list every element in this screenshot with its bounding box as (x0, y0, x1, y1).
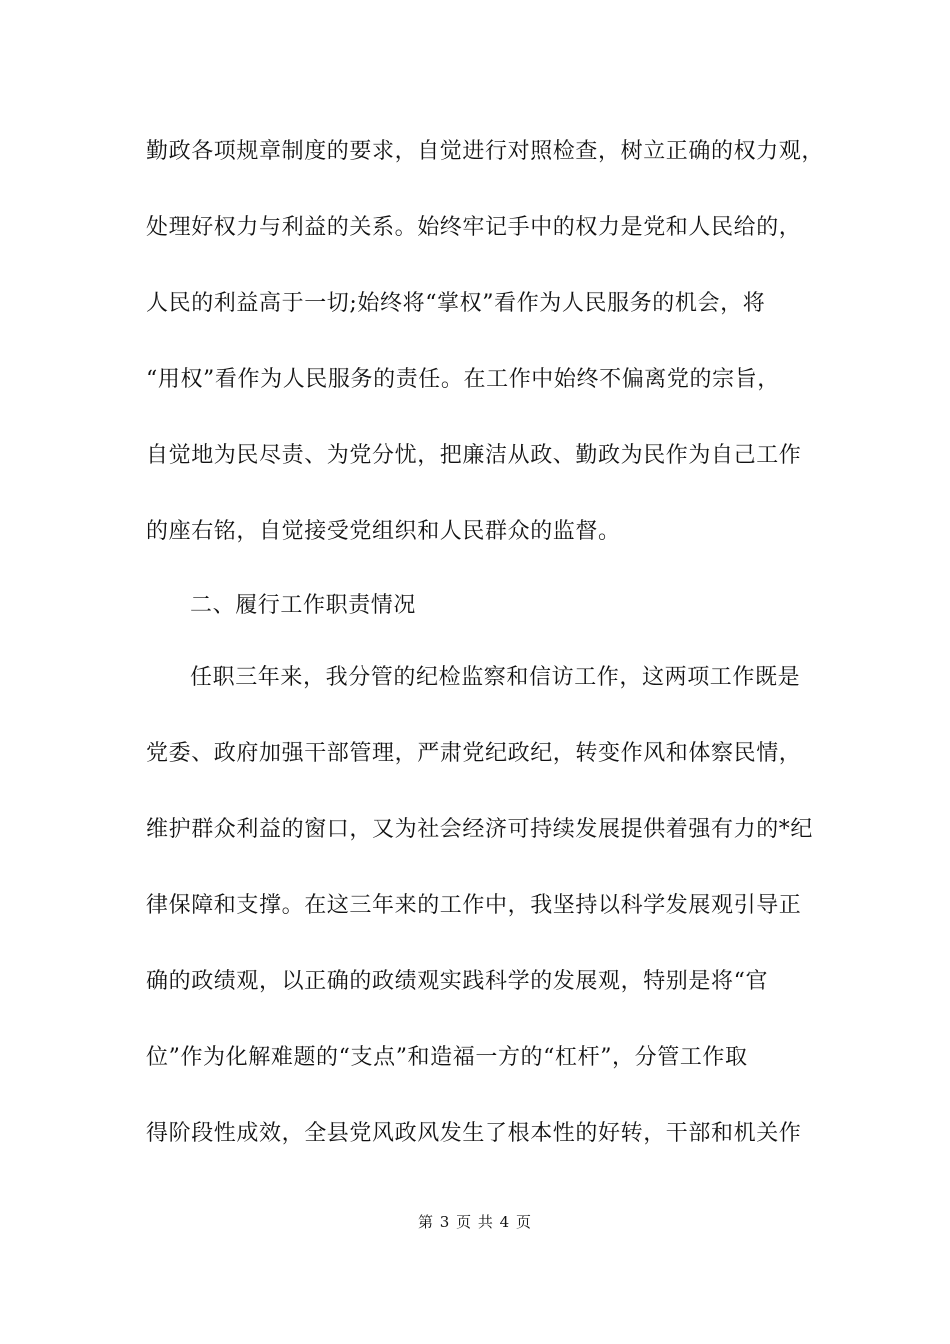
body-text-line: 勤政各项规章制度的要求，自觉进行对照检查，树立正确的权力观， (146, 139, 825, 164)
body-text-line: 处理好权力与利益的关系。始终牢记手中的权力是党和人民给的， (146, 215, 802, 240)
body-text-line: 人民的利益高于一切;始终将“掌权”看作为人民服务的机会，将 (146, 291, 766, 316)
body-text-line: 自觉地为民尽责、为党分忧，把廉洁从政、勤政为民作为自己工作 (146, 443, 802, 468)
body-text-line: 维护群众利益的窗口，又为社会经济可持续发展提供着强有力的*纪 (146, 817, 814, 842)
body-text-line: 确的政绩观，以正确的政绩观实践科学的发展观，特别是将“官 (146, 969, 769, 994)
body-text-line: 律保障和支撑。在这三年来的工作中，我坚持以科学发展观引导正 (146, 893, 802, 918)
body-text-line: 党委、政府加强干部管理，严肃党纪政纪，转变作风和体察民情， (146, 741, 802, 766)
body-text-line: 位”作为化解难题的“支点”和造福一方的“杠杆”，分管工作取 (146, 1045, 748, 1070)
body-text-line: 得阶段性成效，全县党风政风发生了根本性的好转，干部和机关作 (146, 1121, 802, 1146)
body-text-line: “用权”看作为人民服务的责任。在工作中始终不偏离党的宗旨， (146, 367, 780, 392)
body-text-line: 的座右铭，自觉接受党组织和人民群众的监督。 (146, 519, 621, 544)
body-text-line: 任职三年来，我分管的纪检监察和信访工作，这两项工作既是 (190, 665, 801, 690)
section-heading: 二、履行工作职责情况 (190, 593, 417, 618)
page-number-footer: 第 3 页 共 4 页 (418, 1213, 532, 1231)
